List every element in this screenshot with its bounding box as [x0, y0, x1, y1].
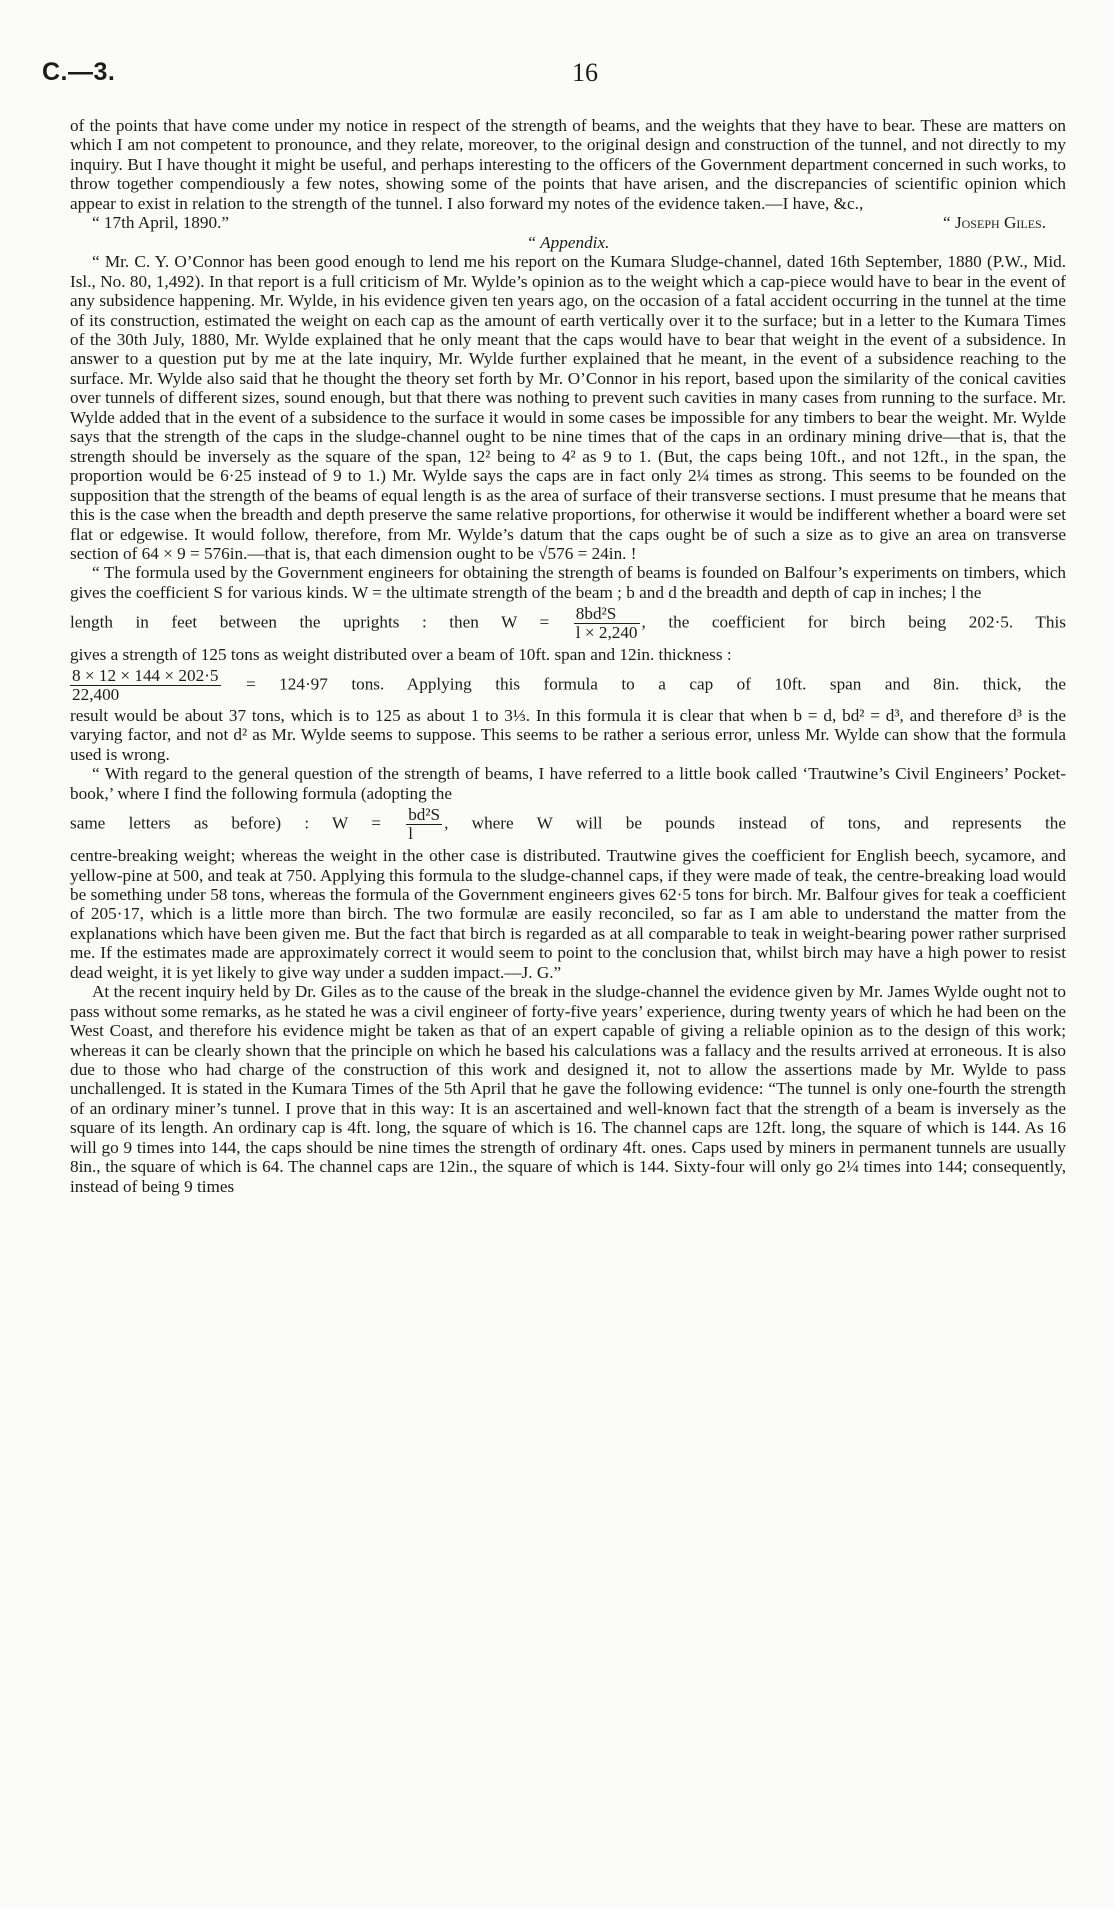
letter-date: “ 17th April, 1890.”	[92, 213, 230, 233]
formula-trautwine-denominator: l	[408, 824, 413, 844]
appendix-paragraph-3	[70, 764, 1066, 982]
body-text	[70, 116, 1066, 1196]
formula-trautwine	[406, 806, 442, 843]
formula-trautwine-numerator: bd²S	[408, 805, 441, 825]
formula-balfour-denominator: l × 2,240	[575, 623, 638, 643]
report-closing-paragraph: At the recent inquiry held by Dr. Giles as to the cause of the break in the sludge-channel the evidence given by Mr. James Wylde ought not to pass without some remarks, as he stated he was a civil engineer of forty-five years’ experience, during twenty years of which he had been on the West Coast, and therefore his evidence might be taken as that of an expert capable of giving a reliable opinion as to the design of this work; whereas it can be clearly shown that the principle on which he based his calculations was a fallacy and the results arrived at erroneous. It is also due to those who had charge of the construction of this work and designed it, not to allow the assertions made by Mr. Wylde to pass unchallenged. It is stated in the Kumara Times of the 5th April that he gave the following evidence: “The tunnel is only one-fourth the strength of an ordinary miner’s tunnel. I prove that in this way: It is an ascertained and well-known fact that the strength of a beam is inversely as the square of its length. An ordinary cap is 4ft. long, the square of which is 16. The channel caps are 12ft. long, the square of which is 144. As 16 will go 9 times into 144, the caps should be nine times the strength of ordinary 4ft. ones. Caps used by miners in permanent tunnels are usually 8in., the square of which is 64. The channel caps are 12in., the square of which is 144. Sixty-four will only go 2¼ times into 144; consequently, instead of being 9 times	[70, 982, 1066, 1196]
appendix-heading: “ Appendix.	[526, 232, 610, 252]
page-header	[42, 58, 1072, 98]
appendix-paragraph-2	[70, 563, 1066, 764]
formula-line-lead: length in feet between the uprights : then W =	[70, 612, 550, 632]
formula-calculation-denominator: 22,400	[72, 684, 120, 704]
paragraph-3-part-a: “ With regard to the general question of the strength of beams, I have referred to a little book called ‘Trautwine’s Civil Engineers’ Pocket-book,’ where I find the following formula (adopting the	[70, 764, 1066, 803]
paragraph-3-formula-line	[70, 806, 1066, 843]
page-number: 16	[572, 58, 598, 87]
formula-balfour	[574, 605, 640, 642]
formula-balfour-numerator: 8bd²S	[574, 605, 640, 624]
appendix-paragraph-1: “ Mr. C. Y. O’Connor has been good enough to lend me his report on the Kumara Sludge-channel, dated 16th September, 1880 (P.W., Mid. Isl., No. 80, 1,492). In that report is a full criticism of Mr. Wylde’s opinion as to the weight which a cap-piece would have to bear in the event of any subsidence happening. Mr. Wylde, in his evidence given ten years ago, on the occasion of a fatal accident occurring in the tunnel at the time of its construction, estimated the weight on each cap as the amount of earth vertically over it to the surface; but in a letter to the Kumara Times of the 30th July, 1880, Mr. Wylde explained that he only meant that the caps would have to bear that weight in the event of a subsidence. In answer to a question put by me at the late inquiry, Mr. Wylde further explained that he meant, in the event of a subsidence reaching to the surface. Mr. Wylde also said that he thought the theory set forth by Mr. O’Connor in his report, based upon the similarity of the conical cavities over tunnels of different sizes, sound enough, but that there was nothing to prevent such cavities in many cases from running to the surface. Mr. Wylde added that in the event of a subsidence to the surface it would in some cases be impossible for any timbers to bear the weight. Mr. Wylde says that the strength of the caps in the sludge-channel ought to be nine times that of the caps in an ordinary mining drive—that is, that the strength should be inversely as the square of the span, 12² being to 4² as 9 to 1. (But, the caps being 10ft., and not 12ft., in the span, the proportion would be 6·25 instead of 9 to 1.) Mr. Wylde says the caps are in fact only 2¼ times as strong. This seems to be founded on the supposition that the strength of the beams of equal length is as the area of surface of their transverse sections. I must presume that he means that this is the case when the breadth and depth preserve the same relative proportions, for otherwise it would be indifferent whether a board were set flat or edgewise. It would follow, therefore, from Mr. Wylde’s datum that the caps ought be of such a size as to give an area on transverse section of 64 × 9 = 576in.—that is, that each dimension ought to be √576 = 24in. !	[70, 252, 1066, 563]
formula-calculation-numerator: 8 × 12 × 144 × 202·5	[72, 665, 219, 685]
formula-line-tail: , the coefficient for birch being 202·5. This	[641, 612, 1066, 632]
document-reference: C.—3.	[42, 58, 116, 86]
letter-closing-paragraph: of the points that have come under my notice in respect of the strength of beams, and the weights that they have to bear. These are matters on which I am not competent to pronounce, and they relate, moreover, to the original design and construction of the tunnel, and not directly to my inquiry. But I have thought it might be useful, and perhaps interesting to the officers of the Government department concerned in such works, to throw together compendiously a few notes, showing some of the points that have arisen, and the discrepancies of scientific opinion which appear to exist in relation to the strength of the tunnel. I also forward my notes of the evidence taken.—I have, &c.,	[70, 116, 1066, 213]
paragraph-2-calculation-line	[70, 667, 1066, 704]
calculation-line-text: = 124·97 tons. Applying this formula to a cap of 10ft. span and 8in. thick, the	[246, 674, 1067, 694]
paragraph-2-part-e: result would be about 37 tons, which is to 125 as about 1 to 3⅓. In this formula it is clear that when b = d, bd² = d³, and therefore d³ is the varying factor, and not d² as Mr. Wylde seems to suppose. This seems to be rather a serious error, unless Mr. Wylde can show that the formula used is wrong.	[70, 705, 1066, 764]
letter-signoff	[70, 213, 1066, 232]
paragraph-2-formula-line	[70, 605, 1066, 642]
trautwine-line-tail: , where W will be pounds instead of tons, and represents the	[444, 813, 1066, 833]
paragraph-3-part-c: centre-breaking weight; whereas the weight in the other case is distributed. Trautwine gives the coefficient for English beech, sycamore, and yellow-pine at 500, and teak at 750. Applying this formula to the sludge-channel caps, if they were made of teak, the centre-breaking load would be something under 58 tons, whereas the formula of the Government engineers gives 62·5 tons for birch. Mr. Balfour gives for teak a coefficient of 205·17, which is a little more than birch. The two formulæ are easily reconciled, so far as I am able to understand the matter from the explanations which have been given me. But the fact that birch is regarded as at all comparable to teak in weight-bearing power rather surprised me. If the estimates made are approximately correct it would seem to point to the conclusion that, whilst birch may have a high power to resist dead weight, it is yet likely to give way under a sudden impact.—J. G.”	[70, 846, 1066, 982]
formula-calculation	[70, 667, 221, 704]
trautwine-line-lead: same letters as before) : W =	[70, 813, 381, 833]
paragraph-2-part-c: gives a strength of 125 tons as weight distributed over a beam of 10ft. span and 12in. thickness :	[70, 645, 732, 665]
letter-signature: “ Joseph Giles.	[943, 213, 1046, 233]
paragraph-2-part-a: “ The formula used by the Government engineers for obtaining the strength of beams is founded on Balfour’s experiments on timbers, which gives the coefficient S for various kinds. W = the ultimate strength of the beam ; b and d the breadth and depth of cap in inches; l the	[70, 563, 1066, 602]
